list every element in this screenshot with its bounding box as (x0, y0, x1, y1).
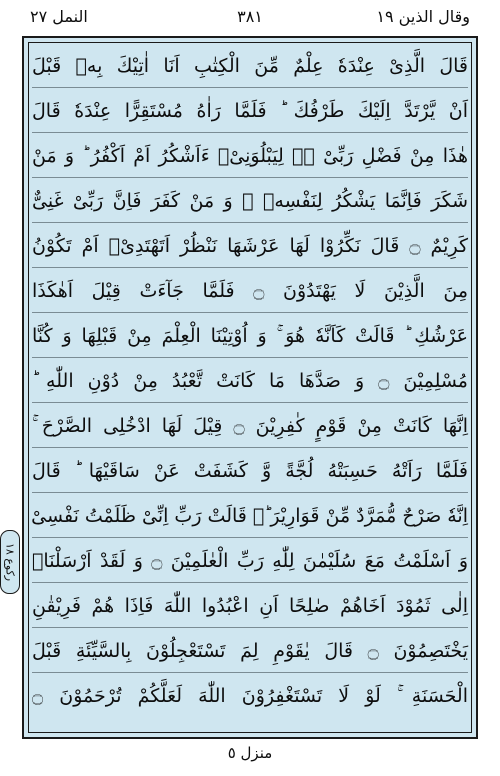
surah-name: النمل ٢٧ (30, 7, 88, 26)
ruku-marker (0, 530, 20, 594)
verse-line: اِلٰی ثَمُوْدَ اَخَاهُمْ صٰلِحًا اَنِ اعْبُدُوا اللّٰهَ فَاِذَا هُمْ فَرِیْقٰنِ (32, 586, 468, 628)
juz-name: وقال الذين ١٩ (376, 7, 470, 26)
verse-line: الْحَسَنَةِ ۚ لَوْ لَا تَسْتَغْفِرُوْنَ اللّٰهَ لَعَلَّكُمْ تُرْحَمُوْنَ ۝ (32, 685, 468, 707)
manzil-label: منزل ٥ (227, 744, 273, 762)
verse-line: اِنَّهٗ صَرْحٌ مُّمَرَّدٌ مِّنْ قَوَارِیْرَ ؕ۬ قَالَتْ رَبِّ اِنِّیْ ظَلَمْتُ نَفْسِیْ (32, 496, 468, 538)
verse-line: هٰذَا مِنْ فَضْلِ رَبِّیْ ۖ۫ لِیَبْلُوَنِیْۤ ءَاَشْكُرُ اَمْ اَكْفُرُ ؕ وَ مَنْ (32, 136, 468, 178)
verse-line: قَالَ الَّذِیْ عِنْدَهٗ عِلْمٌ مِّنَ الْكِتٰبِ اَنَا اٰتِیْكَ بِهٖ قَبْلَ (32, 46, 468, 88)
verse-line: وَ اَسْلَمْتُ مَعَ سُلَیْمٰنَ لِلّٰهِ رَبِّ الْعٰلَمِیْنَ ۝ وَ لَقَدْ اَرْسَلْنَاۤ (32, 541, 468, 583)
verse-line: كَرِیْمٌ ۝ قَالَ نَكِّرُوْا لَهَا عَرْشَهَا نَنْظُرْ اَتَهْتَدِیْۤ اَمْ تَكُوْنُ (32, 226, 468, 268)
ruku-label: رکوع ١٨ (3, 542, 17, 582)
verse-line: مُسْلِمِیْنَ ۝ وَ صَدَّهَا مَا كَانَتْ تَّعْبُدُ مِنْ دُوْنِ اللّٰهِ ؕ (32, 361, 468, 403)
verse-line: عَرْشُكِ ؕ قَالَتْ كَاَنَّهٗ هُوَ ۚ وَ اُوْتِیْنَا الْعِلْمَ مِنْ قَبْلِهَا وَ كُنَّا (32, 316, 468, 358)
verse-lines (32, 46, 468, 729)
verse-line: مِنَ الَّذِیْنَ لَا یَهْتَدُوْنَ ۝ فَلَمَّا جَآءَتْ قِیْلَ اَهٰكَذَا (32, 271, 468, 313)
page-number: ٣٨١ (237, 7, 263, 26)
verse-line: فَلَمَّا رَاَتْهُ حَسِبَتْهُ لُجَّةً وَّ كَشَفَتْ عَنْ سَاقَیْهَا ؕ قَالَ (32, 451, 468, 493)
verse-line: شَكَرَ فَاِنَّمَا یَشْكُرُ لِنَفْسِهٖ ۚ وَ مَنْ كَفَرَ فَاِنَّ رَبِّیْ غَنِیٌّ (32, 181, 468, 223)
verse-line: یَخْتَصِمُوْنَ ۝ قَالَ یٰقَوْمِ لِمَ تَسْتَعْجِلُوْنَ بِالسَّیِّئَةِ قَبْلَ (32, 631, 468, 673)
verse-line: اَنْ یَّرْتَدَّ اِلَیْكَ طَرْفُكَ ؕ فَلَمَّا رَاٰهُ مُسْتَقِرًّا عِنْدَهٗ قَالَ (32, 91, 468, 133)
page-header (30, 4, 470, 30)
verse-line: اِنَّهَا كَانَتْ مِنْ قَوْمٍ كٰفِرِیْنَ ۝ قِیْلَ لَهَا ادْخُلِی الصَّرْحَ ۚ (32, 406, 468, 448)
text-frame (22, 36, 478, 739)
